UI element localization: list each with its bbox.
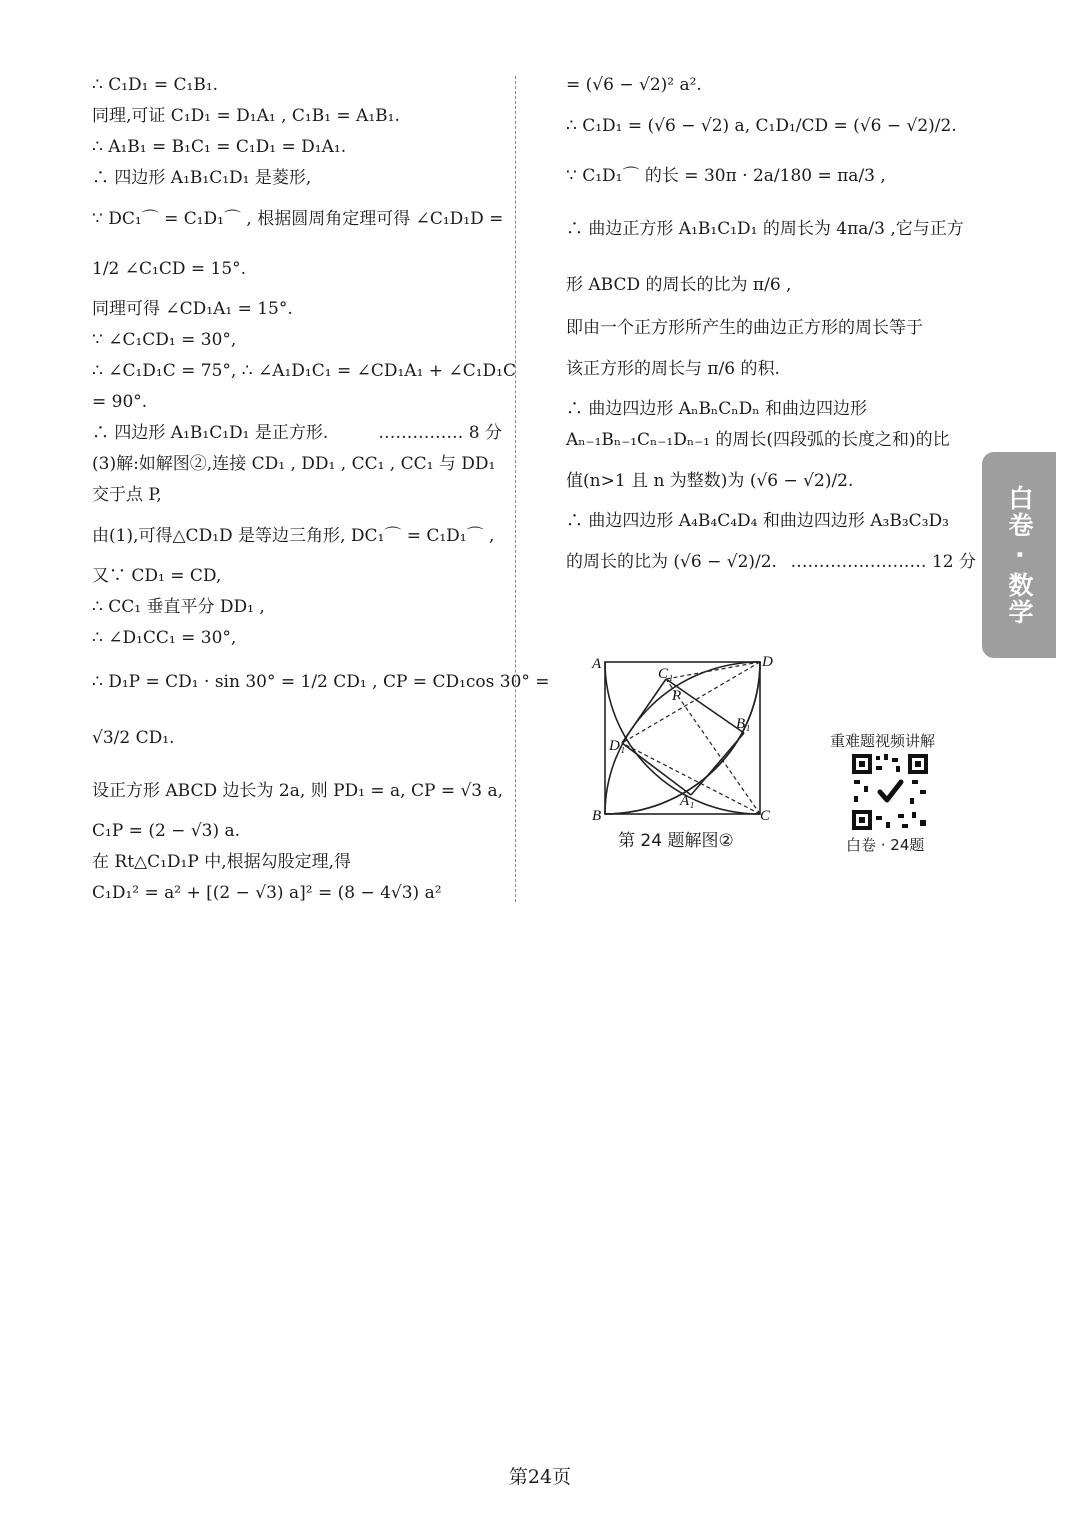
score-8: …………… 8 分 [378,423,502,443]
text-line: ∴ ∠C₁D₁C = 75°, ∴ ∠A₁D₁C₁ = ∠CD₁A₁ + ∠C₁D₁C [92,361,516,381]
label-c: C [760,808,771,824]
text-line: = 90°. [92,392,148,412]
geometry-figure [590,650,790,855]
segment-d1-c1 [622,679,666,743]
score-12: …………………… 12 分 [790,552,976,572]
figure-caption: 第 24 题解图② [618,831,734,851]
segment-a1-d1 [622,743,691,795]
conclusion-text: ∴ 四边形 A₁B₁C₁D₁ 是正方形. [92,423,329,443]
text-line: 该正方形的周长与 π/6 的积. [566,359,780,379]
label-a1: A₁ [680,793,695,809]
text-line: 1/2 ∠C₁CD = 15°. [92,259,247,279]
square-abcd [605,662,760,814]
text-line: ∴ C₁D₁ = C₁B₁. [92,75,219,95]
text-line [566,537,976,587]
text-line: ∴ 曲边正方形 A₁B₁C₁D₁ 的周长为 4πa/3 ,它与正方 [566,219,964,239]
text-line: 又∵ CD₁ = CD, [92,566,222,586]
text-line: ∴ A₁B₁ = B₁C₁ = C₁D₁ = D₁A₁. [92,137,347,157]
arc-c-center [605,662,760,814]
text-line: 交于点 P, [92,485,162,505]
text-line: ∴ D₁P = CD₁ · sin 30° = 1/2 CD₁ , CP = CD₁cos 30° = [92,672,550,692]
text-line: ∵ ∠C₁CD₁ = 30°, [92,330,237,350]
label-b1: B₁ [736,716,751,732]
qr-code-icon[interactable] [850,752,930,832]
label-d1: D₁ [609,738,626,754]
text-line: = (√6 − √2)² a². [566,75,702,95]
text-line: 同理,可证 C₁D₁ = D₁A₁ , C₁B₁ = A₁B₁. [92,106,400,126]
text-line: 值(n>1 且 n 为整数)为 (√6 − √2)/2. [566,471,854,491]
label-b: B [592,808,602,824]
text-line: √3/2 CD₁. [92,728,175,748]
ratio-text: 的周长的比为 (√6 − √2)/2. [566,552,777,572]
text-line: C₁D₁² = a² + [(2 − √3) a]² = (8 − 4√3) a² [92,883,442,903]
left-column [92,70,550,909]
text-line: ∴ 曲边四边形 A₄B₄C₄D₄ 和曲边四边形 A₃B₃C₃D₃ [566,511,949,531]
text-line: Aₙ₋₁Bₙ₋₁Cₙ₋₁Dₙ₋₁ 的周长(四段弧的长度之和)的比 [566,430,950,450]
page-number: 第24页 [508,1466,572,1488]
text-line: C₁P = (2 − √3) a. [92,821,241,841]
label-p: P [672,688,682,704]
text-line: ∴ C₁D₁ = (√6 − √2) a, C₁D₁/CD = (√6 − √2)/2. [566,116,957,136]
side-tab [982,452,1056,658]
text-line: 在 Rt△C₁D₁P 中,根据勾股定理,得 [92,852,352,872]
text-line: ∴ ∠D₁CC₁ = 30°, [92,628,237,648]
text-line: 设正方形 ABCD 边长为 2a, 则 PD₁ = a, CP = √3 a, [92,781,504,801]
segment-b1-a1 [691,733,744,795]
text-line: 形 ABCD 的周长的比为 π/6 , [566,275,792,295]
text-line: 由(1),可得△CD₁D 是等边三角形, DC₁⌒ = C₁D₁⌒ , [92,526,495,546]
arc-d-center [605,662,760,814]
text-line: ∴ 四边形 A₁B₁C₁D₁ 是菱形, [92,168,312,188]
text-line: (3)解:如解图②,连接 CD₁ , DD₁ , CC₁ , CC₁ 与 DD₁ [92,454,496,474]
text-line: ∵ C₁D₁⌒ 的长 = 30π · 2a/180 = πa/3 , [566,166,886,186]
text-line [92,418,502,449]
label-c1: C₁ [658,666,674,682]
arc-b-center [605,662,760,814]
text-line: 同理可得 ∠CD₁A₁ = 15°. [92,299,293,319]
qr-title: 重难题视频讲解 [830,732,936,750]
column-divider [515,76,516,902]
label-a: A [592,656,602,672]
qr-caption: 白卷 · 24题 [846,836,925,854]
side-tab-label: 白卷 · 数学 [1005,484,1034,626]
text-line: ∵ DC₁⌒ = C₁D₁⌒ , 根据圆周角定理可得 ∠C₁D₁D = [92,209,504,229]
right-column [566,70,976,587]
text-line: ∴ 曲边四边形 AₙBₙCₙDₙ 和曲边四边形 [566,399,868,419]
arc-a-center [605,662,760,814]
text-line: ∴ CC₁ 垂直平分 DD₁ , [92,597,265,617]
text-line: 即由一个正方形所产生的曲边正方形的周长等于 [566,318,923,338]
label-d: D [762,654,773,670]
